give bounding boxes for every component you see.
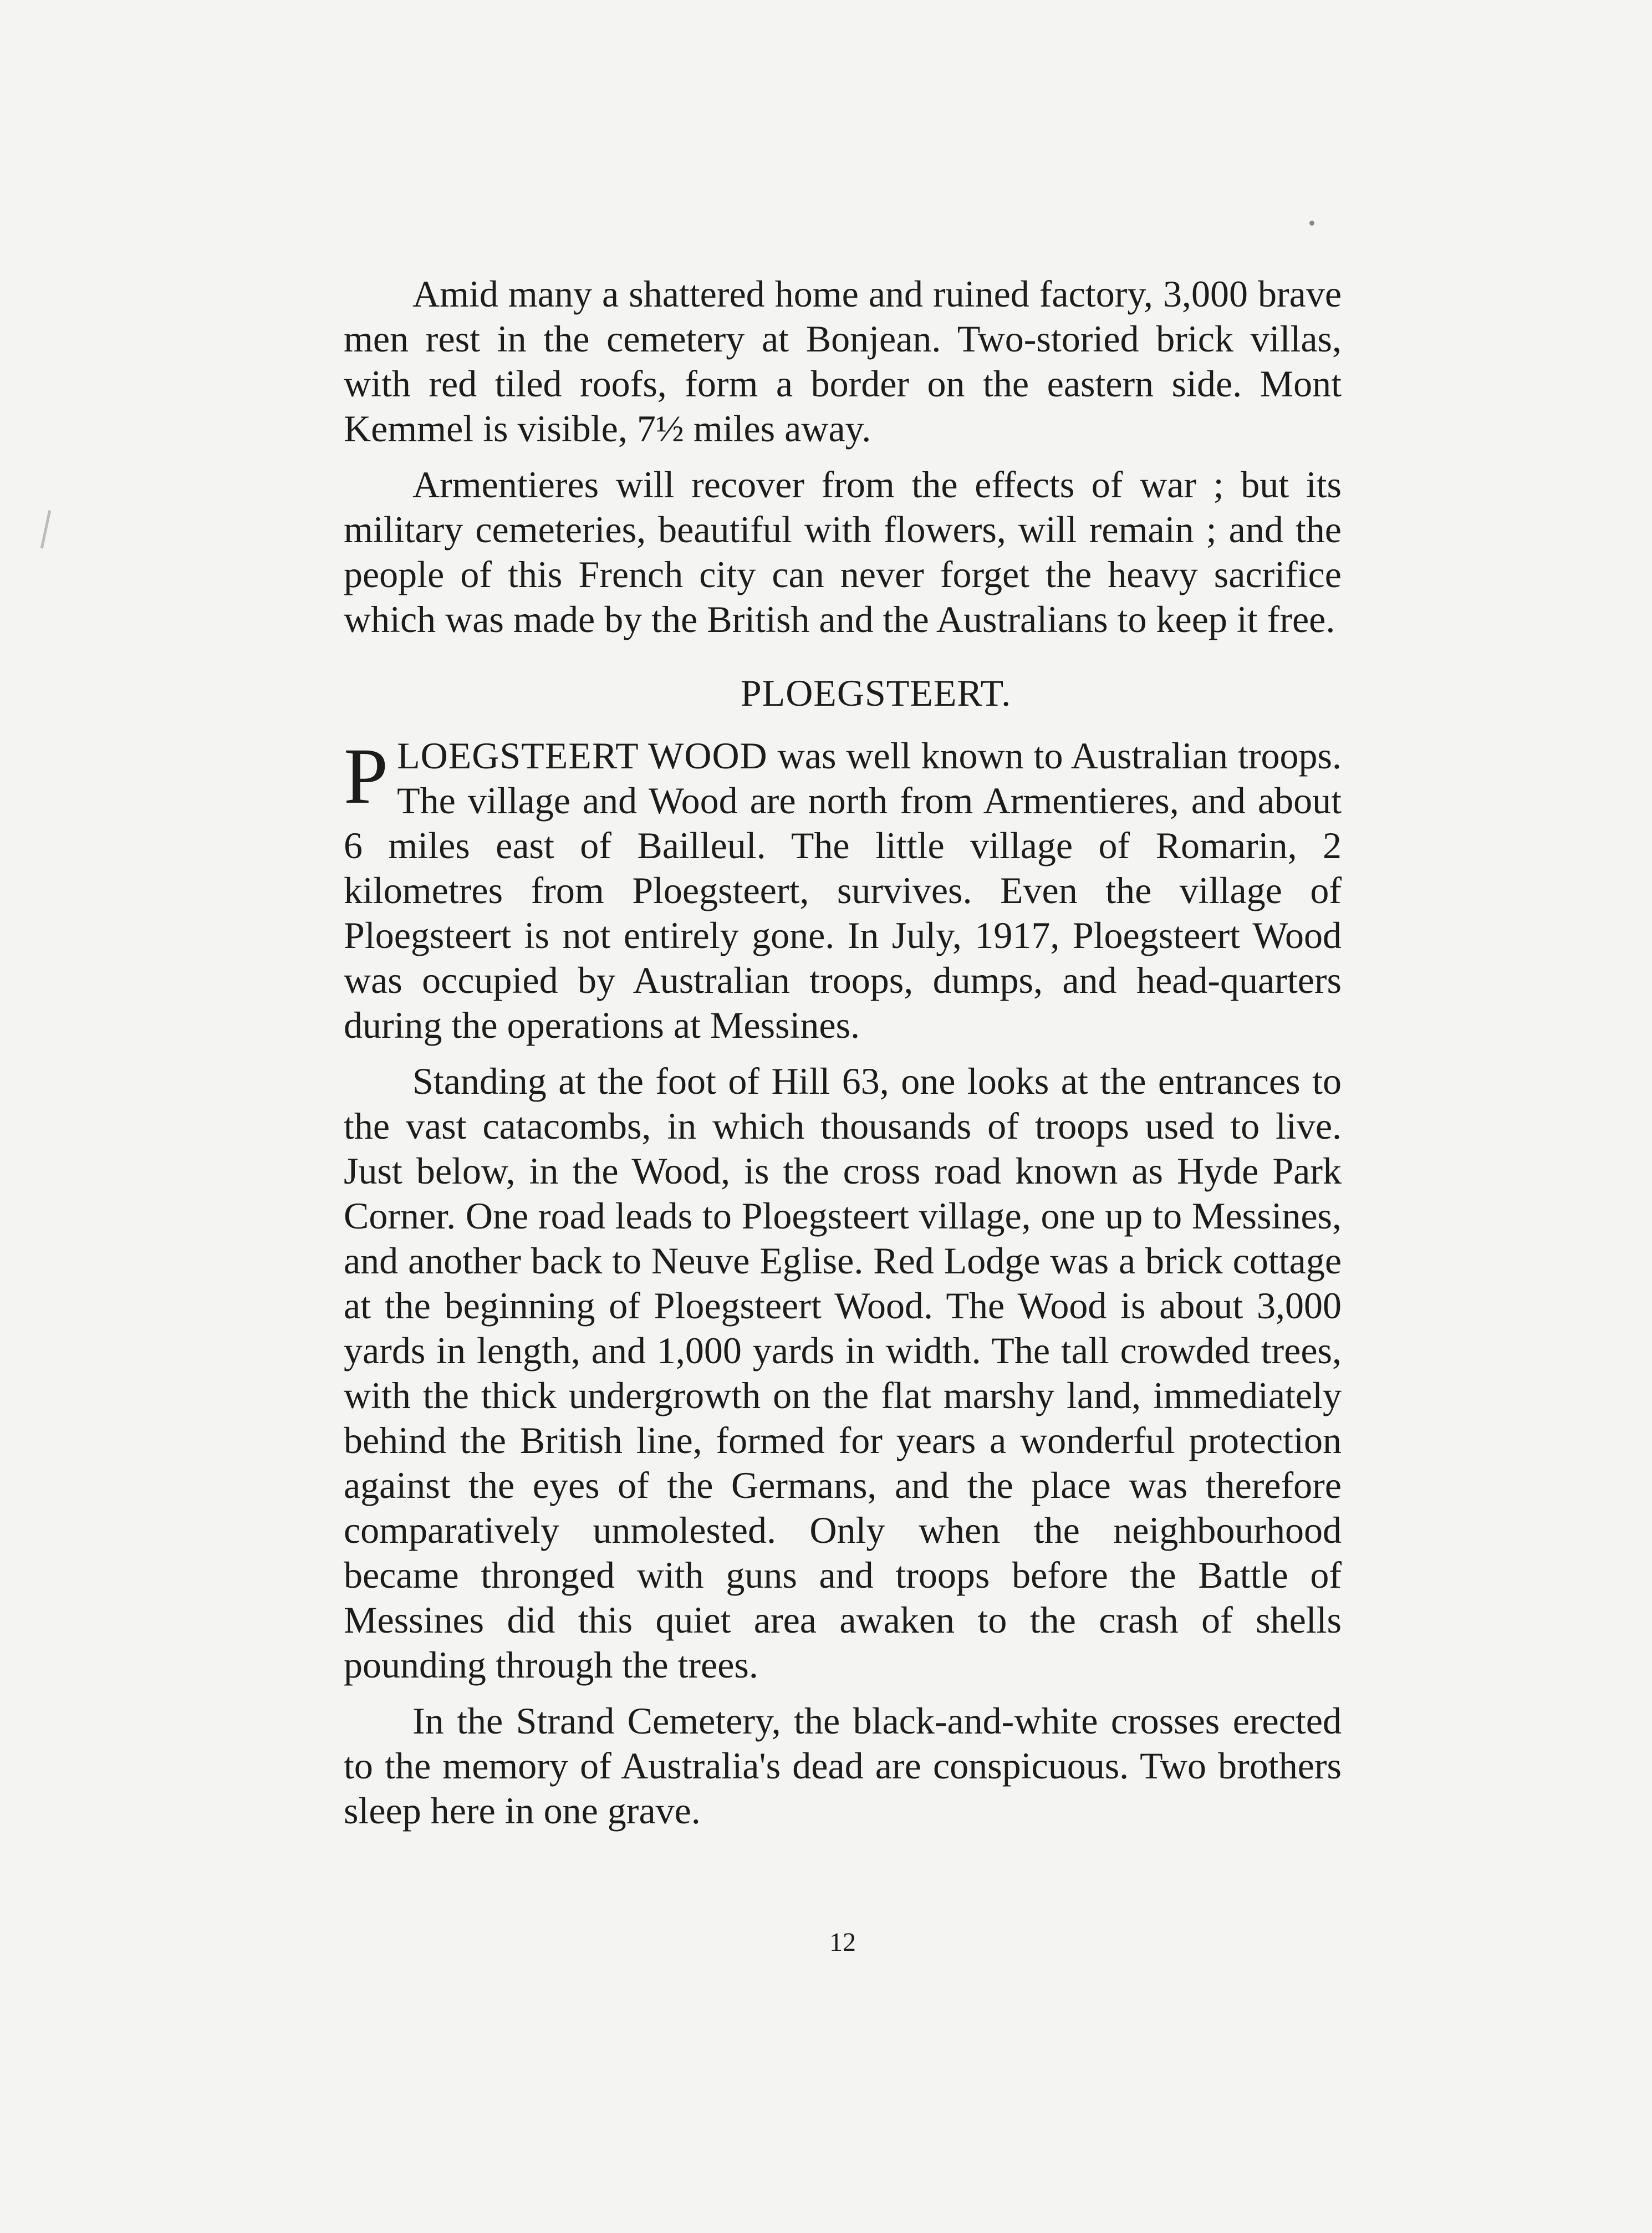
- page-number: 12: [829, 1928, 856, 1957]
- section-heading: PLOEGSTEERT.: [740, 672, 1012, 714]
- lead-text: was well known to Australian troops. The village and Wood are north from Armentieres, and about 6 miles east of Bailleul. The little village of Romarin, 2 kilometres from Ploegsteert, survives. Even the village of Ploegsteert is not entirely gone. In July, 1917, Ploegsteert Wood was occupied by Australian troops, dumps, and head-quarters during the operations at Messines.: [344, 735, 1342, 1046]
- lead-smallcaps: LOEGSTEERT WOOD: [397, 735, 768, 777]
- paragraph-hill-63: Standing at the foot of Hill 63, one looks at the entrances to the vast catacombs, in which thousands of troops used to live. Just below, in the Wood, is the cross road known as Hyde Park Corner. One road leads to Ploegsteert village, one up to Messines, and another back to Neuve Eglise. Red Lodge was a brick cottage at the beginning of Ploegsteert Wood. The Wood is about 3,000 yards in length, and 1,000 yards in width. The tall crowded trees, with the thick undergrowth on the flat marshy land, immediately behind the British line, formed for years a wonderful protection against the eyes of the Germans, and the place was therefore comparatively unmolested. Only when the neighbourhood became thronged with guns and troops before the Battle of Messines did this quiet area awaken to the crash of shells pounding through the trees.: [344, 1060, 1342, 1686]
- speck-mark: [1309, 221, 1314, 226]
- paragraph-ploegsteert-intro: [344, 733, 1342, 1048]
- paragraph-armentieres: Armentieres will recover from the effects of war ; but its military cemeteries, beautiful with flowers, will remain ; and the people of this French city can never forget the heavy sacrifice which was made by the British and the Australians to keep it free.: [344, 463, 1342, 640]
- margin-mark: [40, 510, 51, 549]
- drop-cap: P: [344, 732, 389, 820]
- paragraph-bonjean: Amid many a shattered home and ruined factory, 3,000 brave men rest in the cemetery at Bonjean. Two-storied brick villas, with red tiled roofs, form a border on the eastern side. Mont Kemmel is visible, 7½ miles away.: [344, 273, 1342, 450]
- paragraph-strand-cemetery: In the Strand Cemetery, the black-and-white crosses erected to the memory of Australia's dead are conspicuous. Two brothers sleep here in one grave.: [344, 1700, 1342, 1832]
- body-text: [344, 272, 1342, 1844]
